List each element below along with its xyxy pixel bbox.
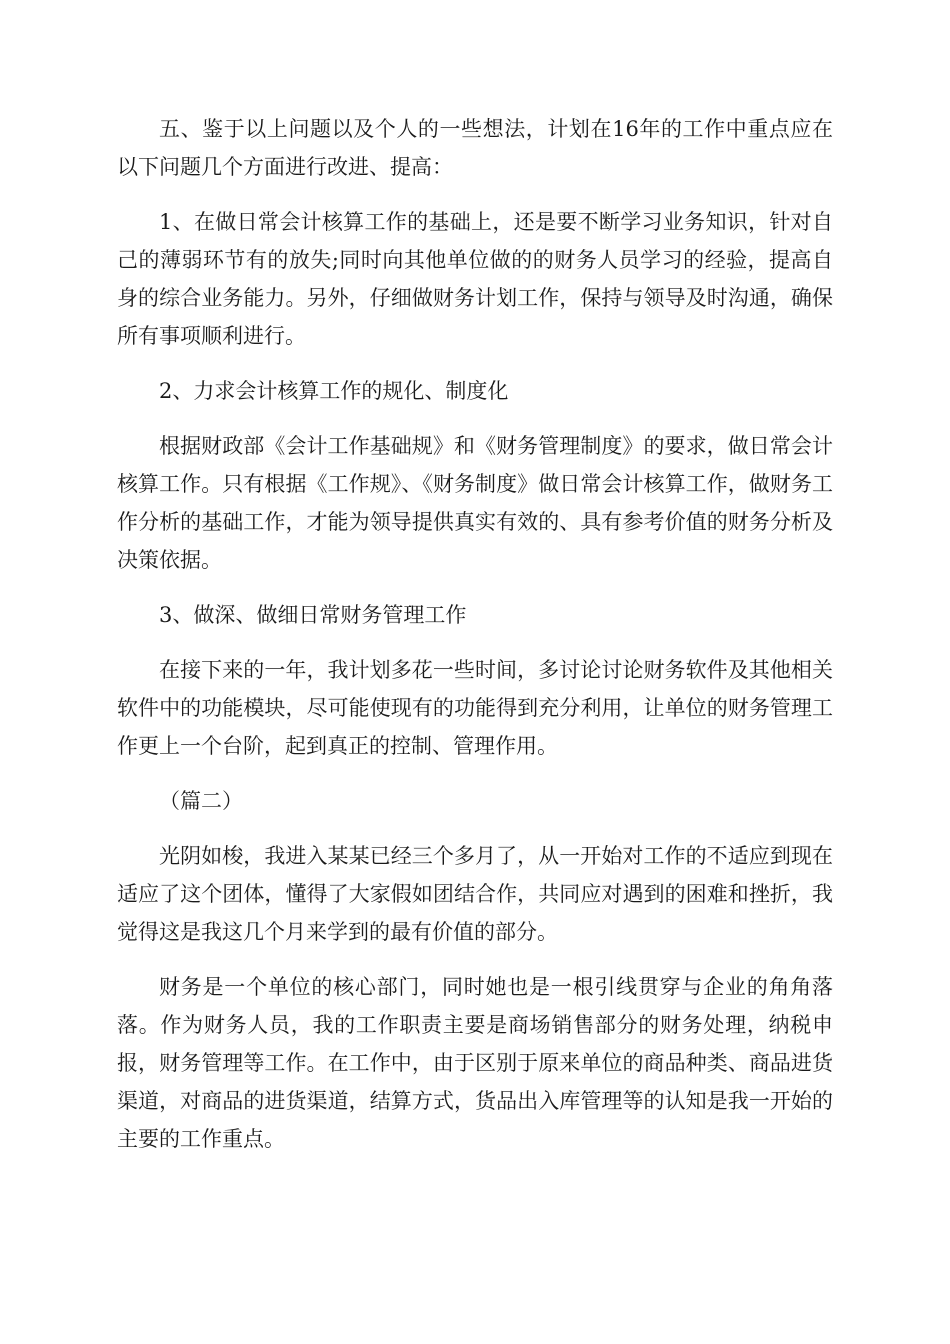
document-body xyxy=(117,110,833,1175)
paragraph-item-2-body: 根据财政部《会计工作基础规》和《财务管理制度》的要求，做日常会计核算工作。只有根据《工作规》、《财务制度》做日常会计核算工作，做财务工作分析的基础工作，才能为领导提供真实有效的、具有参考价值的财务分析及决策依据。 xyxy=(117,434,833,572)
paragraph-item-1: 1、在做日常会计核算工作的基础上，还是要不断学习业务知识，针对自己的薄弱环节有的放失;同时向其他单位做的的财务人员学习的经验，提高自身的综合业务能力。另外，仔细做财务计划工作，保持与领导及时沟通，确保所有事项顺利进行。 xyxy=(117,210,833,348)
paragraph-item-3-body: 在接下来的一年，我计划多花一些时间，多讨论讨论财务软件及其他相关软件中的功能模块，尽可能使现有的功能得到充分利用，让单位的财务管理工作更上一个台阶，起到真正的控制、管理作用。 xyxy=(117,658,833,758)
paragraph-item-3-heading: 3、做深、做细日常财务管理工作 xyxy=(159,603,467,627)
paragraph-part-two-intro: 光阴如梭，我进入某某已经三个多月了，从一开始对工作的不适应到现在适应了这个团体，懂得了大家假如团结合作，共同应对遇到的困难和挫折，我觉得这是我这几个月来学到的最有价值的部分。 xyxy=(117,844,833,944)
section-title-part-two: （篇二） xyxy=(159,789,243,813)
paragraph-item-2-heading: 2、力求会计核算工作的规化、制度化 xyxy=(159,379,509,403)
paragraph-improvement-plan: 五、鉴于以上问题以及个人的一些想法，计划在16年的工作中重点应在以下问题几个方面进行改进、提高： xyxy=(117,117,833,179)
paragraph-part-two-duties: 财务是一个单位的核心部门，同时她也是一根引线贯穿与企业的角角落落。作为财务人员，我的工作职责主要是商场销售部分的财务处理，纳税申报，财务管理等工作。在工作中，由于区别于原来单位的商品种类、商品进货渠道，对商品的进货渠道，结算方式，货品出入库管理等的认知是我一开始的主要的工作重点。 xyxy=(117,975,833,1151)
